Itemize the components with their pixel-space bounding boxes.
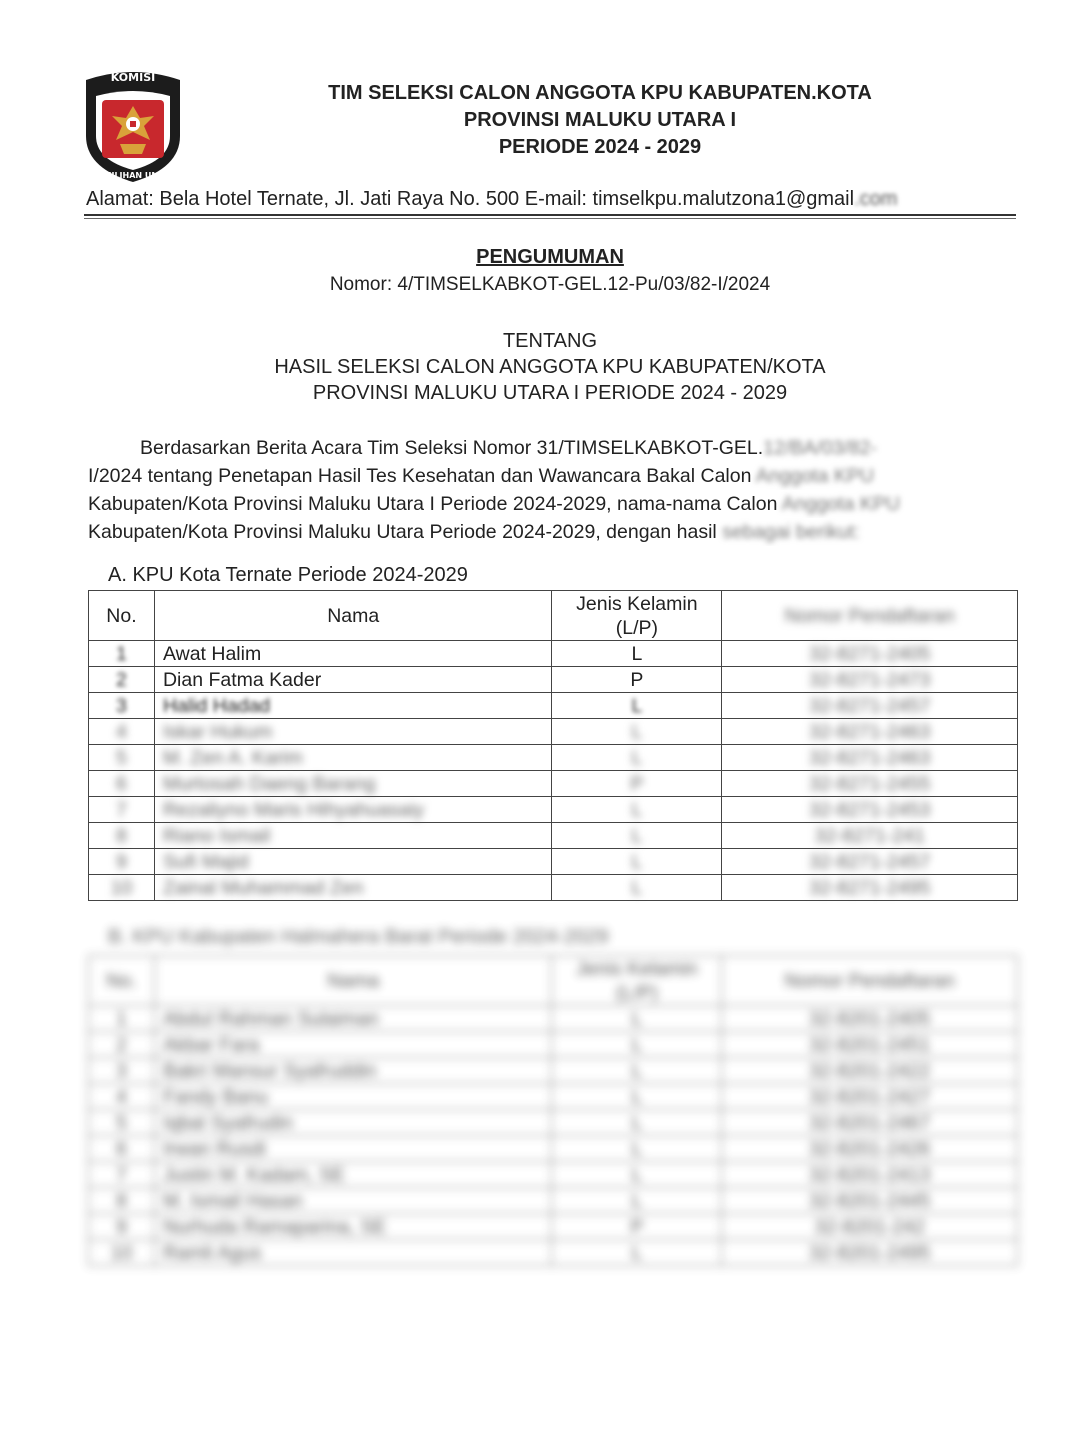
header-sex: Jenis Kelamin (L/P) [552,591,722,641]
about-line1: HASIL SELEKSI CALON ANGGOTA KPU KABUPATEN/KOTA [274,356,826,378]
address-text: Alamat: Bela Hotel Ternate, Jl. Jati Raya No. 500 E-mail: timselkpu.malutzona1@gmail [86,188,855,210]
table-row [89,823,1018,849]
header-registration: Nomor Pendaftaran [722,956,1018,1006]
table-row [89,641,1018,667]
table-row [89,1162,1018,1188]
table-cell: L [552,1084,722,1110]
cell-no: 4 [89,719,155,745]
table-cell: 5 [89,1110,155,1136]
table-row [89,1084,1018,1110]
cell-reg: 32-8271-241 [722,823,1018,849]
table-cell: 32-8201-2495 [722,1240,1018,1266]
table-row [89,1058,1018,1084]
header-sex: Jenis Kelamin (L/P) [552,956,722,1006]
table-cell: Fandy Banu [154,1084,552,1110]
table-cell: P [552,1214,722,1240]
table-cell: 6 [89,1136,155,1162]
table-row [89,875,1018,901]
cell-reg: 32-8271-2473 [722,667,1018,693]
section-a-title: A. KPU Kota Ternate Periode 2024-2029 [108,564,468,586]
cell-name: Awat Halim [154,641,552,667]
cell-reg: 32-8271-2457 [722,849,1018,875]
table-cell: L [552,1006,722,1032]
para-line: Kabupaten/Kota Provinsi Maluku Utara Periode 2024-2029, dengan hasil sebagai berikut: [88,521,860,543]
letterhead-title-line1: TIM SELEKSI CALON ANGGOTA KPU KABUPATEN.KOTA [328,82,872,104]
cell-sex: L [552,823,722,849]
cell-no: 5 [89,745,155,771]
cell-name: Sufi Majid [154,849,552,875]
cell-no: 1 [89,641,155,667]
section-a-table [88,590,1018,901]
table-cell: 32-8201-242 [722,1214,1018,1240]
cell-name: M. Zen A. Karim [154,745,552,771]
para-line: Berdasarkan Berita Acara Tim Seleksi Nomor 31/TIMSELKABKOT-GEL.12/BA/03/82- [140,437,877,459]
cell-sex: L [552,693,722,719]
para-line: I/2024 tentang Penetapan Hasil Tes Kesehatan dan Wawancara Bakal Calon Anggota KPU [88,465,874,487]
cell-no: 10 [89,875,155,901]
cell-name: Riano Ismail [154,823,552,849]
table-cell: Iqbal Syafrudin [154,1110,552,1136]
table-cell: 3 [89,1058,155,1084]
cell-sex: L [552,719,722,745]
table-row [89,849,1018,875]
cell-reg: 32-8271-2495 [722,875,1018,901]
cell-sex: L [552,745,722,771]
cell-reg: 32-8271-2453 [722,797,1018,823]
table-cell: Ramli Agus [154,1240,552,1266]
announcement-subject [0,328,1080,406]
cell-name: Murtosah Daeng Barang [154,771,552,797]
logo-top-text: KOMISI [110,71,156,84]
header-registration: Nomor Pendaftaran [722,591,1018,641]
cell-name: Iskar Hukum [154,719,552,745]
cell-name: Halid Hadad [154,693,552,719]
announcement-title: PENGUMUMAN [476,246,624,268]
cell-sex: L [552,849,722,875]
table-cell: 32-8201-2445 [722,1188,1018,1214]
table-row [89,1214,1018,1240]
table-row [89,667,1018,693]
header-no: No. [89,591,155,641]
table-cell: Bakri Mansur Syafruddin [154,1058,552,1084]
table-cell: Akbar Fara [154,1032,552,1058]
section-b-title: B. KPU Kabupaten Halmahera Barat Periode 2024-2029 [108,926,609,948]
table-cell: M. Ismail Hasan [154,1188,552,1214]
table-row [89,1188,1018,1214]
table-cell: 8 [89,1188,155,1214]
table-cell: 2 [89,1032,155,1058]
table-row [89,693,1018,719]
table-cell: L [552,1162,722,1188]
cell-no: 3 [89,693,155,719]
cell-no: 9 [89,849,155,875]
table-header-row [89,591,1018,641]
table-cell: L [552,1188,722,1214]
table-cell: L [552,1032,722,1058]
cell-reg: 32-8271-2463 [722,745,1018,771]
letterhead-titles [200,80,1000,161]
table-row [89,1136,1018,1162]
address-tail: .com [854,188,898,210]
cell-sex: L [552,797,722,823]
table-cell: Justin M. Kadam, SE [154,1162,552,1188]
table-cell: L [552,1058,722,1084]
table-cell: L [552,1240,722,1266]
cell-reg: 32-8271-2463 [722,719,1018,745]
table-cell: 4 [89,1084,155,1110]
announcement-number: Nomor: 4/TIMSELKABKOT-GEL.12-Pu/03/82-I/2024 [329,274,771,295]
table-row [89,745,1018,771]
cell-no: 2 [89,667,155,693]
table-row [89,1032,1018,1058]
table-row [89,1240,1018,1266]
table-row [89,771,1018,797]
cell-sex: L [552,641,722,667]
cell-sex: P [552,771,722,797]
kpu-emblem-icon [80,66,186,184]
cell-name: Zainal Muhammad Zen [154,875,552,901]
cell-name: Rezaliyno Maris Hihyahuasaiy [154,797,552,823]
kpu-logo [80,66,186,184]
table-cell: 10 [89,1240,155,1266]
table-cell: Irwan Rusdi [154,1136,552,1162]
table-cell: 32-8201-2413 [722,1162,1018,1188]
table-cell: 32-8201-2422 [722,1058,1018,1084]
cell-sex: L [552,875,722,901]
table-row [89,1006,1018,1032]
table-cell: Abdul Rahman Sulaiman [154,1006,552,1032]
table-cell: 32-8201-2427 [722,1084,1018,1110]
section-b [88,926,1018,1266]
table-cell: L [552,1110,722,1136]
table-header-row [89,956,1018,1006]
about-label: TENTANG [502,330,598,352]
logo-bottom-text: PEMILIHAN UMUM [92,171,174,180]
letterhead-title-line2: PROVINSI MALUKU UTARA I [463,109,737,131]
cell-reg: 32-8271-2457 [722,693,1018,719]
table-cell: 7 [89,1162,155,1188]
table-cell: 32-8201-2405 [722,1006,1018,1032]
table-row [89,1110,1018,1136]
about-line2: PROVINSI MALUKU UTARA I PERIODE 2024 - 2029 [312,382,788,404]
table-cell: L [552,1136,722,1162]
cell-name: Dian Fatma Kader [154,667,552,693]
header-name: Nama [154,591,552,641]
para-line: Kabupaten/Kota Provinsi Maluku Utara I Periode 2024-2029, nama-nama Calon Anggota KPU [88,493,900,515]
table-row [89,719,1018,745]
table-cell: 32-8201-2426 [722,1136,1018,1162]
table-cell: 32-8201-2467 [722,1110,1018,1136]
cell-reg: 32-8271-2405 [722,641,1018,667]
table-cell: 1 [89,1006,155,1032]
letterhead-rule-thick [84,214,1016,216]
table-row [89,797,1018,823]
cell-sex: P [552,667,722,693]
section-b-table [88,955,1018,1266]
header-name: Nama [154,956,552,1006]
letterhead-rule-thin [84,218,1016,219]
cell-no: 7 [89,797,155,823]
cell-no: 8 [89,823,155,849]
intro-paragraph [88,434,1018,546]
table-cell: 32-8201-2451 [722,1032,1018,1058]
letterhead-address [86,188,1016,211]
table-cell: 9 [89,1214,155,1240]
table-cell: Nurhuda Ramaparina, SE [154,1214,552,1240]
cell-no: 6 [89,771,155,797]
letterhead-title-line3: PERIODE 2024 - 2029 [498,136,702,158]
cell-reg: 32-8271-2455 [722,771,1018,797]
header-no: No. [89,956,155,1006]
